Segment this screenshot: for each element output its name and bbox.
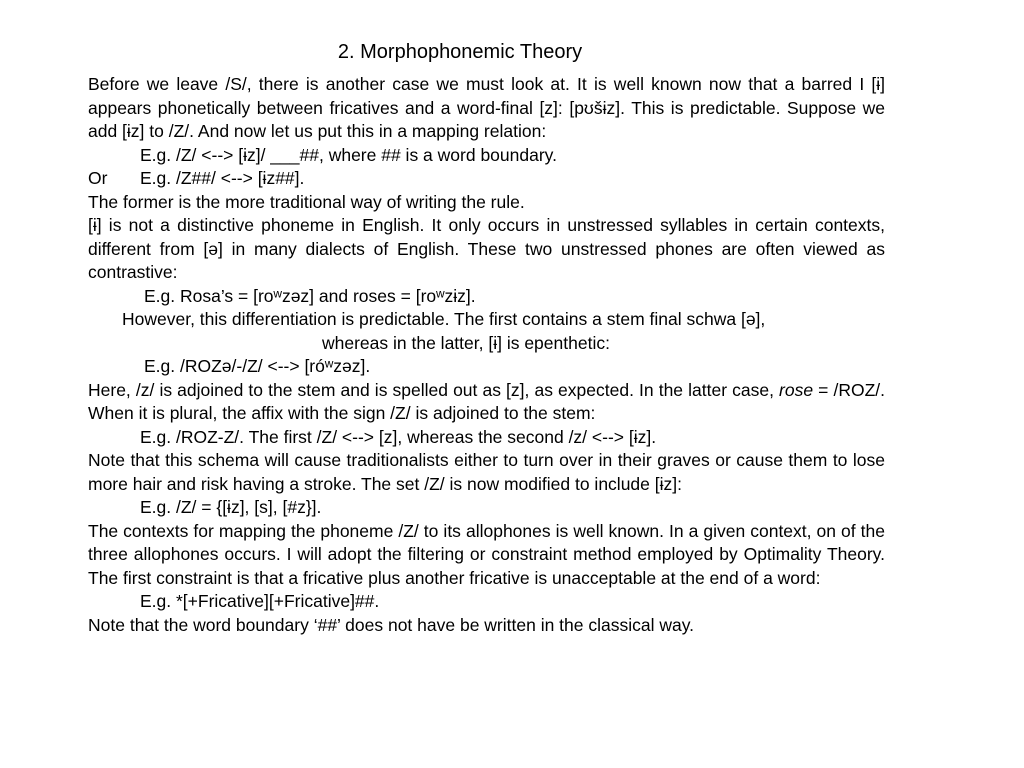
paragraph-adjoined [88,379,885,426]
paragraph-adjoined-start: Here, /z/ is adjoined to the stem and is spelled out as [z], as expected. In the latter case, [88,379,780,400]
or-label: Or [88,168,108,188]
paragraph-word-boundary: Note that the word boundary ‘##’ does not have be written in the classical way. [88,614,695,635]
example-1: E.g. /Z/ <--> [ɨz]/ ___##, where ## is a word boundary. [140,144,557,165]
example-3: E.g. Rosa’s = [roʷzəz] and roses = [roʷzɨz]. [144,285,476,306]
paragraph-adjoined-end: = /ROZ/. When it is plural, the affix with the sign /Z/ is adjoined to the stem: [88,379,885,423]
example-4: E.g. /ROZə/-/Z/ <--> [róʷzəz]. [144,356,371,376]
example-6: E.g. /Z/ = {[ɨz], [s], [#z}]. [140,497,322,517]
paragraph-contexts: The contexts for mapping the phoneme /Z/ to its allophones is well known. In a given context, on of the three allophones occurs. I will adopt the filtering or constraint method employed by Optimality Theory. The first constraint is that a fricative plus another fricative is unacceptable at the end of a word: [88,520,885,588]
paragraph-intro: Before we leave /S/, there is another case we must look at. It is well known now that a barred I [ɨ] appears phonetically between fricatives and a word-final [z]: [pʊšɨz]. This is predictable. Suppose we add [ɨz] to /Z/. And now let us put this in a mapping relation: [88,74,885,141]
example-2: E.g. /Z##/ <--> [ɨz##]. [140,168,305,188]
example-5: E.g. /ROZ-Z/. The first /Z/ <--> [z], whereas the second /z/ <--> [ɨz]. [140,426,657,447]
page-title: 2. Morphophonemic Theory [337,41,583,63]
example-7: E.g. *[+Fricative][+Fricative]##. [140,591,380,611]
or-line [88,167,885,191]
however-line-1: However, this differentiation is predictable. The first contains a stem final schwa [ə], [122,309,766,329]
paragraph-former: The former is the more traditional way of writing the rule. [88,191,525,212]
slide-body [88,73,885,637]
paragraph-schema: Note that this schema will cause traditionalists either to turn over in their graves or cause them to lose more hair and risk having a stroke. The set /Z/ is now modified to include [ɨz]: [88,450,885,494]
paragraph-barred-i: [ɨ] is not a distinctive phoneme in English. It only occurs in unstressed syllables in certain contexts, different from [ə] in many dialects of English. These two unstressed phones are often viewed as contrastive: [88,215,885,282]
however-line-2: whereas in the latter, [ɨ] is epenthetic: [322,332,610,353]
rose-italic: rose [779,379,814,400]
